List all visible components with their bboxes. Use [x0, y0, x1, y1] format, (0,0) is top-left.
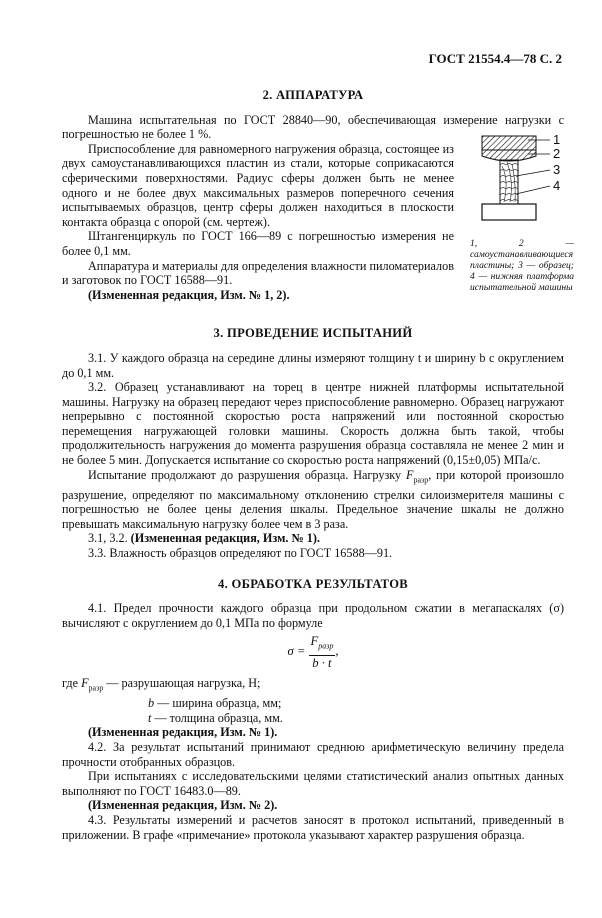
section-apparatus-body — [62, 142, 454, 303]
paragraph-device: Приспособление для равномерного нагружения образца, состоящее из двух самоустанавливающихся пластин из стали, которые соприкасаются сферическими поверхностями. Радиус сферы должен быть не менее одного и не более двух максимальных размеров поперечного сечения испытываемых образцов, центр сферы должен находиться в плоскости контакта образца с опорой (см. чертеж). — [62, 141, 454, 229]
plate-1 — [482, 136, 536, 150]
where-line-2: b — ширина образца, мм; — [148, 696, 282, 711]
figure-apparatus — [470, 132, 574, 293]
section-title-apparatus: 2. АППАРАТУРА — [262, 88, 364, 102]
paragraph-load: Испытание продолжают до разрушения образца. Нагрузку $F_{разр}$, при которой произошло разрушение, определяют по максимальному отклонению стрелки силоизмерителя машины с погрешностью не более цены деления шкалы. Предельное значение шкалы не должно превышать максимальную нагрузку более чем в 3 раза. — [62, 467, 564, 531]
section-results — [62, 577, 564, 842]
section-testing — [62, 326, 564, 560]
label-4: 4 — [553, 178, 561, 193]
amendment-note: (Измененная редакция, Изм. № 1, 2). — [88, 287, 290, 302]
paragraph-4-1: 4.1. Предел прочности каждого образца при продольном сжатии в мегапаскалях (σ) вычисляют с округлением до 0,1 МПа по формуле — [62, 601, 564, 630]
paragraph-3-2: 3.2. Образец устанавливают на торец в центре нижней платформы испытательной машины. Нагрузку на образец передают через приспособление равномерно. Образец нагружают непрерывно с постоянной скоростью роста напряжений или постоянной скоростью перемещения нагружающей головки машины. Скорость должна быть такой, чтобы продолжительность нагружения до момента разрушения образца составляла не менее 2 мин и не более 5 мин. Допускается испытание со скоростью роста напряжений (0,15±0,05) МПа/с. — [62, 380, 564, 468]
section-apparatus — [62, 88, 574, 302]
paragraph-caliper: Штангенциркуль по ГОСТ 166—89 с погрешностью измерения не более 0,1 мм. — [62, 229, 454, 258]
paragraph-3-3: 3.3. Влажность образцов определяют по ГОСТ 16588—91. — [88, 546, 393, 561]
platform-4 — [482, 204, 536, 220]
label-3: 3 — [553, 162, 561, 177]
label-2: 2 — [553, 146, 561, 161]
amendment-4-2: (Измененная редакция, Изм. № 2). — [88, 798, 278, 813]
paragraph-3-1: 3.1. У каждого образца на середине длины измеряют толщину t и ширину b с округлением до 0,1 мм. — [62, 350, 564, 380]
formula-sigma: σ = $\frac{F_{разр}}{b \cdot t}$ , — [287, 634, 339, 670]
paragraph-research: При испытаниях с исследовательскими целями статистический анализ опытных данных выполняют по ГОСТ 16483.0—89. — [62, 769, 564, 798]
amendment-4-1: (Измененная редакция, Изм. № 1). — [88, 725, 278, 740]
label-1: 1 — [553, 132, 561, 147]
section-title-results: 4. ОБРАБОТКА РЕЗУЛЬТАТОВ — [217, 576, 408, 591]
paragraph-4-2: 4.2. За результат испытаний принимают среднюю арифметическую величину предела прочности отобранных образцов. — [62, 739, 564, 769]
page-content — [62, 88, 574, 842]
where-line-3: t — толщина образца, мм. — [148, 710, 283, 725]
figure-caption: 1, 2 — самоустанавливающиеся пластины; 3 — образец; 4 — нижняя платформа испытательной машины — [470, 238, 574, 293]
plate-2 — [482, 150, 536, 161]
where-line-1: где $F_{разр}$ — разрушающая нагрузка, Н; — [62, 676, 261, 693]
paragraph-4-3: 4.3. Результаты измерений и расчетов заносят в протокол испытаний, приведенный в приложении. В графе «примечание» протокола указывают характер разрушения образца. — [62, 812, 564, 842]
paragraph-moisture-equipment: Аппаратура и материалы для определения влажности пиломатериалов и заготовок по ГОСТ 16588—91. — [62, 258, 454, 288]
apparatus-drawing — [476, 132, 568, 232]
paragraph-amendment-3: 3.1, 3.2. (Измененная редакция, Изм. № 1). — [88, 531, 320, 546]
paragraph-machine: Машина испытательная по ГОСТ 28840—90, обеспечивающая измерение нагрузки с погрешностью не более 1 %. — [62, 112, 564, 142]
document-header: ГОСТ 21554.4—78 С. 2 — [428, 51, 562, 66]
section-title-testing: 3. ПРОВЕДЕНИЕ ИСПЫТАНИЙ — [213, 326, 413, 341]
